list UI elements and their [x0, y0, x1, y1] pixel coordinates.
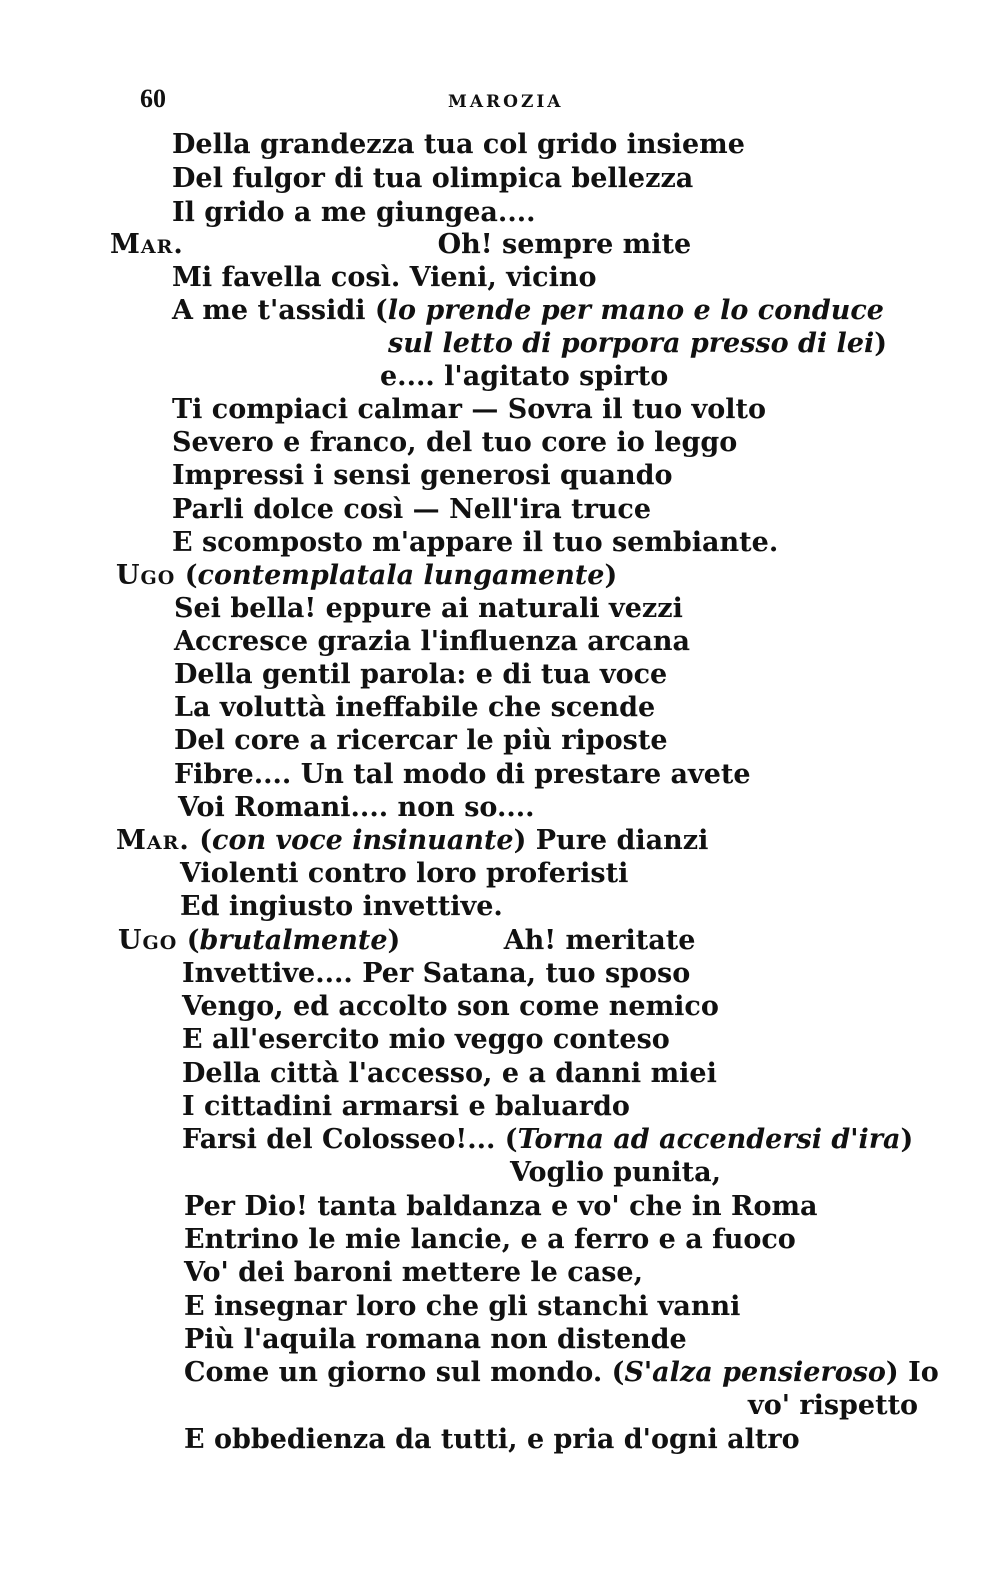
verse-line	[172, 261, 597, 295]
verse-line	[380, 360, 668, 394]
verse-text: Il grido a me giungea....	[172, 197, 536, 228]
verse-line	[510, 1156, 721, 1190]
verse-text: Severo e franco, del tuo core io leggo	[172, 427, 738, 458]
verse-text: Più l'aquila romana non distende	[184, 1324, 687, 1355]
verse-line	[748, 1389, 918, 1423]
verse-text: Come un giorno sul mondo. (	[184, 1357, 625, 1388]
stage-direction: contemplatala lungamente	[197, 560, 605, 591]
verse-text: Del core a ricercar le più riposte	[174, 725, 668, 756]
stage-direction: S'alza pensieroso	[624, 1357, 886, 1388]
verse-line	[116, 559, 617, 593]
running-title: MAROZIA	[448, 92, 564, 112]
verse-text: Vengo, ed accolto son come nemico	[182, 991, 719, 1022]
verse-line	[174, 758, 751, 792]
verse-line	[172, 162, 693, 196]
verse-text: I cittadini armarsi e baluardo	[182, 1091, 630, 1122]
verse-text: Del fulgor di tua olimpica bellezza	[172, 163, 694, 194]
verse-line	[184, 1356, 939, 1390]
verse-text: E insegnar loro che gli stanchi vanni	[184, 1291, 741, 1322]
verse-line	[174, 625, 690, 659]
verse-text: (	[175, 560, 198, 591]
verse-text: Accresce grazia l'influenza arcana	[174, 626, 691, 657]
verse-line	[172, 493, 651, 527]
verse-text: ) Ah! meritate	[387, 925, 696, 956]
speaker-name: Ugo	[116, 560, 176, 591]
verse-text: Vo' dei baroni mettere le case,	[184, 1257, 643, 1288]
verse-line	[184, 1190, 818, 1224]
verse-line	[184, 1256, 643, 1290]
verse-text: Della città l'accesso, e a danni miei	[182, 1058, 717, 1089]
verse-line	[172, 294, 884, 328]
verse-line	[116, 824, 708, 858]
verse-text: E scomposto m'appare il tuo sembiante.	[172, 527, 779, 558]
verse-line	[182, 1090, 630, 1124]
verse-text: E all'esercito mio veggo conteso	[182, 1024, 670, 1055]
verse-text: Voi Romani.... non so....	[178, 792, 535, 823]
verse-text: Ti compiaci calmar — Sovra il tuo volto	[172, 394, 766, 425]
verse-text: (	[177, 925, 200, 956]
verse-text: )	[900, 1124, 914, 1155]
verse-line	[182, 1123, 913, 1157]
stage-direction: lo prende per mano e lo conduce	[387, 295, 884, 326]
stage-direction: brutalmente	[199, 925, 388, 956]
speaker-name: Mar.	[116, 825, 190, 856]
verse-text: ) Pure dianzi	[513, 825, 709, 856]
verse-line	[172, 526, 778, 560]
verse-line	[388, 327, 887, 361]
speaker-name: Ugo	[118, 925, 178, 956]
verse-text: Impressi i sensi generosi quando	[172, 460, 673, 491]
verse-text: vo' rispetto	[748, 1390, 919, 1421]
stage-direction: Torna ad accendersi d'ira	[517, 1124, 901, 1155]
verse-text: Farsi del Colosseo!... (	[182, 1124, 518, 1155]
verse-text: Della grandezza tua col grido insieme	[172, 129, 745, 160]
verse-line	[182, 990, 719, 1024]
verse-text: Violenti contro loro proferisti	[180, 858, 629, 889]
verse-text: Parli dolce così — Nell'ira truce	[172, 494, 652, 525]
verse-line	[172, 459, 673, 493]
speaker-name: Mar.	[110, 229, 184, 260]
verse-text: Sei bella! eppure ai naturali vezzi	[174, 593, 683, 624]
verse-text: Mi favella così. Vieni, vicino	[172, 262, 597, 293]
verse-line	[184, 1423, 800, 1457]
verse-text: E obbedienza da tutti, e pria d'ogni altro	[184, 1424, 800, 1455]
verse-line	[172, 196, 536, 230]
verse-line	[174, 592, 683, 626]
verse-text: e.... l'agitato spirto	[380, 361, 669, 392]
verse-line	[184, 1223, 796, 1257]
verse-line	[182, 1057, 717, 1091]
verse-text: )	[604, 560, 618, 591]
verse-line	[172, 393, 766, 427]
verse-text: Oh! sempre mite	[183, 229, 692, 260]
verse-line	[174, 724, 668, 758]
verse-line	[110, 228, 691, 262]
verse-line	[182, 957, 690, 991]
verse-line	[184, 1290, 740, 1324]
verse-text: )	[874, 328, 888, 359]
verse-line	[180, 857, 628, 891]
verse-text: Della gentil parola: e di tua voce	[174, 659, 668, 690]
verse-line	[182, 1023, 670, 1057]
page-number: 60	[140, 84, 166, 113]
stage-direction: sul letto di porpora presso di lei	[388, 328, 875, 359]
verse-text: Entrino le mie lancie, e a ferro e a fuoco	[184, 1224, 796, 1255]
verse-text: La voluttà ineffabile che scende	[174, 692, 656, 723]
verse-text: Ed ingiusto invettive.	[180, 891, 503, 922]
verse-line	[180, 890, 503, 924]
verse-line	[184, 1323, 687, 1357]
verse-text: A me t'assidi (	[172, 295, 388, 326]
verse-text: (	[189, 825, 213, 856]
verse-line	[178, 791, 535, 825]
stage-direction: con voce insinuante	[212, 825, 514, 856]
verse-line	[174, 658, 667, 692]
verse-line	[174, 691, 655, 725]
verse-line	[118, 924, 695, 958]
verse-line	[172, 426, 737, 460]
verse-text: ) Io	[885, 1357, 939, 1388]
verse-text: Fibre.... Un tal modo di prestare avete	[174, 759, 751, 790]
verse-line	[172, 128, 745, 162]
verse-text: Per Dio! tanta baldanza e vo' che in Roma	[184, 1191, 818, 1222]
verse-text: Voglio punita,	[510, 1157, 722, 1188]
verse-text: Invettive.... Per Satana, tuo sposo	[182, 958, 691, 989]
